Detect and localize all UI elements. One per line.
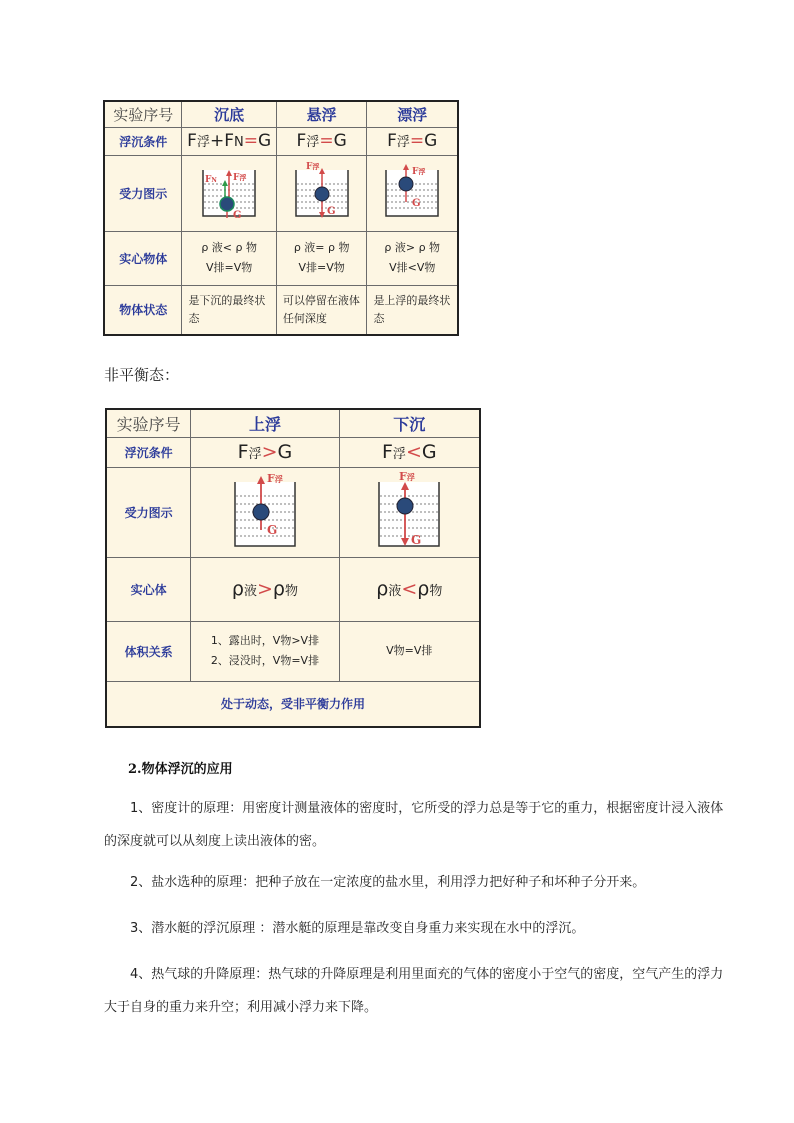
condition-sink: F浮+FN=G bbox=[182, 127, 276, 155]
label-f-buoy: F浮 bbox=[412, 167, 426, 177]
force-diagram-float bbox=[367, 155, 458, 231]
solid-sink: ρ 液< ρ 物 V排=V物 bbox=[182, 231, 276, 285]
row-label-state: 物体状态 bbox=[104, 285, 182, 335]
row-label-force: 受力图示 bbox=[106, 467, 191, 557]
solid-sink: ρ液<ρ物 bbox=[339, 557, 480, 621]
solid-suspend: ρ 液= ρ 物 V排=V物 bbox=[276, 231, 367, 285]
row-label-force: 受力图示 bbox=[104, 155, 182, 231]
condition-rise: F浮>G bbox=[191, 437, 339, 467]
condition-sink: F浮<G bbox=[339, 437, 480, 467]
solid-rise: ρ液>ρ物 bbox=[191, 557, 339, 621]
label-g: G bbox=[412, 198, 421, 209]
paragraph-4: 4、热气球的升降原理：热气球的升降原理是利用里面充的气体的密度小于空气的密度，空气产生的浮力大于自身的重力来升空；利用减小浮力来下降。 bbox=[104, 967, 724, 1015]
paragraph-1: 1、密度计的原理：用密度计测量液体的密度时，它所受的浮力总是等于它的重力，根据密度计浸入液体的深度就可以从刻度上读出液体的密。 bbox=[104, 801, 724, 849]
label-f-buoy: F浮 bbox=[305, 162, 320, 172]
table-nonbalanced bbox=[105, 408, 481, 728]
header-sink: 下沉 bbox=[339, 409, 480, 437]
paragraph-2: 2、盐水选种的原理：把种子放在一定浓度的盐水里，利用浮力把好种子和坏种子分开来。 bbox=[130, 875, 646, 890]
force-diagram-suspend bbox=[276, 155, 367, 231]
header-suspend: 悬浮 bbox=[276, 101, 367, 127]
row-label-condition: 浮沉条件 bbox=[106, 437, 191, 467]
header-sink-bottom: 沉底 bbox=[182, 101, 276, 127]
header-float: 漂浮 bbox=[367, 101, 458, 127]
label-g: G bbox=[266, 523, 278, 537]
label-g: G bbox=[326, 206, 336, 217]
row-label-solid: 实心物体 bbox=[104, 231, 182, 285]
force-diagram-sink bbox=[182, 155, 276, 231]
beaker-suspend-diagram bbox=[286, 160, 358, 222]
volume-sink: V物=V排 bbox=[339, 621, 480, 681]
row-label-condition: 浮沉条件 bbox=[104, 127, 182, 155]
beaker-sink2-diagram bbox=[369, 470, 449, 550]
solid-float: ρ 液> ρ 物 V排<V物 bbox=[367, 231, 458, 285]
header-experiment: 实验序号 bbox=[106, 409, 191, 437]
beaker-float-diagram bbox=[376, 160, 448, 222]
table-balanced bbox=[103, 100, 459, 336]
header-rise: 上浮 bbox=[191, 409, 339, 437]
volume-rise: 1、露出时，V物>V排 2、浸没时，V物=V排 bbox=[191, 621, 339, 681]
state-float: 是上浮的最终状态 bbox=[367, 285, 458, 335]
header-experiment: 实验序号 bbox=[104, 101, 182, 127]
row-label-solid: 实心体 bbox=[106, 557, 191, 621]
force-diagram-sink2 bbox=[339, 467, 480, 557]
condition-float: F浮=G bbox=[367, 127, 458, 155]
label-g: G bbox=[233, 210, 242, 221]
condition-suspend: F浮=G bbox=[276, 127, 367, 155]
label-f-buoy: F浮 bbox=[233, 173, 247, 183]
state-suspend: 可以停留在液体任何深度 bbox=[276, 285, 367, 335]
label-g: G bbox=[411, 533, 422, 547]
label-f-buoy: F浮 bbox=[266, 472, 283, 485]
force-diagram-rise bbox=[191, 467, 339, 557]
label-fn: FN bbox=[205, 175, 218, 185]
paragraph-3: 3、潜水艇的浮沉原理 ：潜水艇的原理是靠改变自身重力来实现在水中的浮沉。 bbox=[130, 921, 585, 936]
state-sink: 是下沉的最终状态 bbox=[182, 285, 276, 335]
section-title: 2.物体浮沉的应用 bbox=[128, 762, 233, 777]
table-footer-note: 处于动态，受非平衡力作用 bbox=[106, 681, 480, 727]
row-label-volume: 体积关系 bbox=[106, 621, 191, 681]
beaker-sink-diagram bbox=[193, 160, 265, 222]
nonbalance-label: 非平衡态： bbox=[104, 366, 180, 384]
beaker-rise-diagram bbox=[225, 470, 305, 550]
label-f-buoy: F浮 bbox=[399, 470, 416, 483]
